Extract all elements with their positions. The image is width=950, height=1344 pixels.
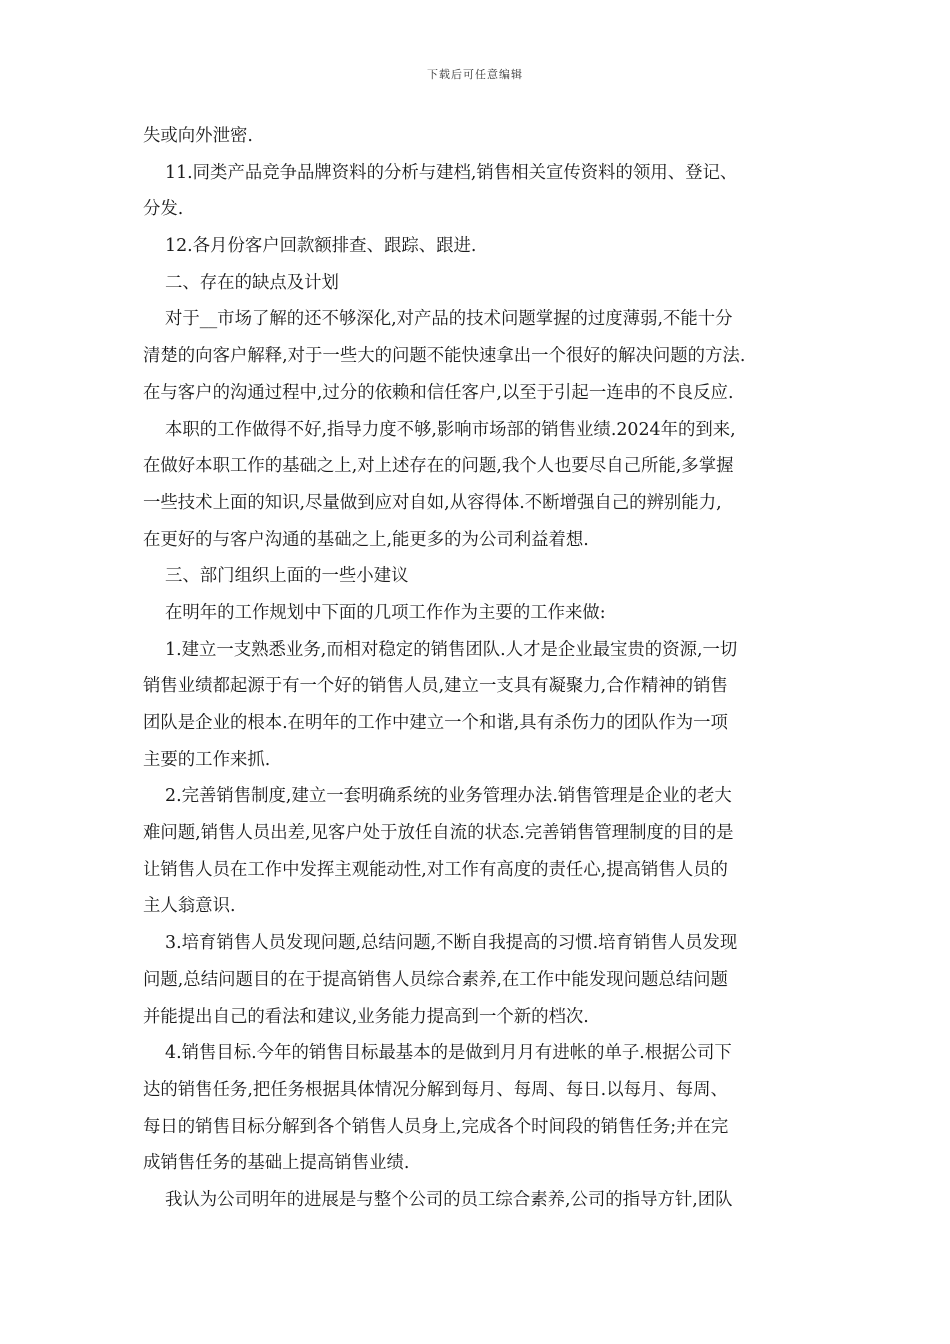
text-line: 在更好的与客户沟通的基础之上,能更多的为公司利益着想. xyxy=(143,529,589,550)
text-line: 1.建立一支熟悉业务,而相对稳定的销售团队.人才是企业最宝贵的资源,一切 xyxy=(165,639,738,660)
text-line: 12.各月份客户回款额排查、跟踪、跟进. xyxy=(165,236,477,257)
text-line: 让销售人员在工作中发挥主观能动性,对工作有高度的责任心,提高销售人员的 xyxy=(143,859,728,880)
section-heading: 二、存在的缺点及计划 xyxy=(165,272,339,293)
text-line: 问题,总结问题目的在于提高销售人员综合素养,在工作中能发现问题总结问题 xyxy=(143,969,728,990)
text-line: 销售业绩都起源于有一个好的销售人员,建立一支具有凝聚力,合作精神的销售 xyxy=(143,676,728,697)
text-line: 主人翁意识. xyxy=(143,896,236,917)
text-line: 2.完善销售制度,建立一套明确系统的业务管理办法.销售管理是企业的老大 xyxy=(165,786,732,807)
text-line: 达的销售任务,把任务根据具体情况分解到每月、每周、每日.以每月、每周、 xyxy=(143,1079,728,1100)
text-line: 在明年的工作规划中下面的几项工作作为主要的工作来做: xyxy=(165,602,606,623)
text-line: 我认为公司明年的进展是与整个公司的员工综合素养,公司的指导方针,团队 xyxy=(165,1189,733,1210)
text-line: 11.同类产品竞争品牌资料的分析与建档,销售相关宣传资料的领用、登记、 xyxy=(165,162,738,183)
text-line: 分发. xyxy=(143,199,184,220)
text-line: 4.销售目标.今年的销售目标最基本的是做到月月有进帐的单子.根据公司下 xyxy=(165,1043,732,1064)
text-line: 团队是企业的根本.在明年的工作中建立一个和谐,具有杀伤力的团队作为一项 xyxy=(143,713,728,733)
text-line: 在做好本职工作的基础之上,对上述存在的问题,我个人也要尽自己所能,多掌握 xyxy=(143,456,734,477)
section-heading: 三、部门组织上面的一些小建议 xyxy=(165,566,409,587)
text-line: 清楚的向客户解释,对于一些大的问题不能快速拿出一个很好的解决问题的方法. xyxy=(143,346,746,367)
page-header: 下载后可任意编辑 xyxy=(427,68,523,81)
text-line: 本职的工作做得不好,指导力度不够,影响市场部的销售业绩.2024年的到来, xyxy=(165,419,736,440)
text-line: 每日的销售目标分解到各个销售人员身上,完成各个时间段的销售任务;并在完 xyxy=(143,1116,729,1137)
text-line: 难问题,销售人员出差,见客户处于放任自流的状态.完善销售管理制度的目的是 xyxy=(143,823,734,844)
text-line: 失或向外泄密. xyxy=(143,126,253,146)
text-line: 主要的工作来抓. xyxy=(143,749,271,770)
text-line: 成销售任务的基础上提高销售业绩. xyxy=(143,1153,410,1174)
text-line: 对于__市场了解的还不够深化,对产品的技术问题掌握的过度薄弱,不能十分 xyxy=(165,309,733,330)
document-body xyxy=(143,118,808,1219)
text-line: 在与客户的沟通过程中,过分的依赖和信任客户,以至于引起一连串的不良反应. xyxy=(143,382,734,403)
text-line: 3.培育销售人员发现问题,总结问题,不断自我提高的习惯.培育销售人员发现 xyxy=(165,933,738,954)
text-line: 并能提出自己的看法和建议,业务能力提高到一个新的档次. xyxy=(143,1006,589,1027)
text-line: 一些技术上面的知识,尽量做到应对自如,从容得体.不断增强自己的辨别能力, xyxy=(143,492,722,513)
